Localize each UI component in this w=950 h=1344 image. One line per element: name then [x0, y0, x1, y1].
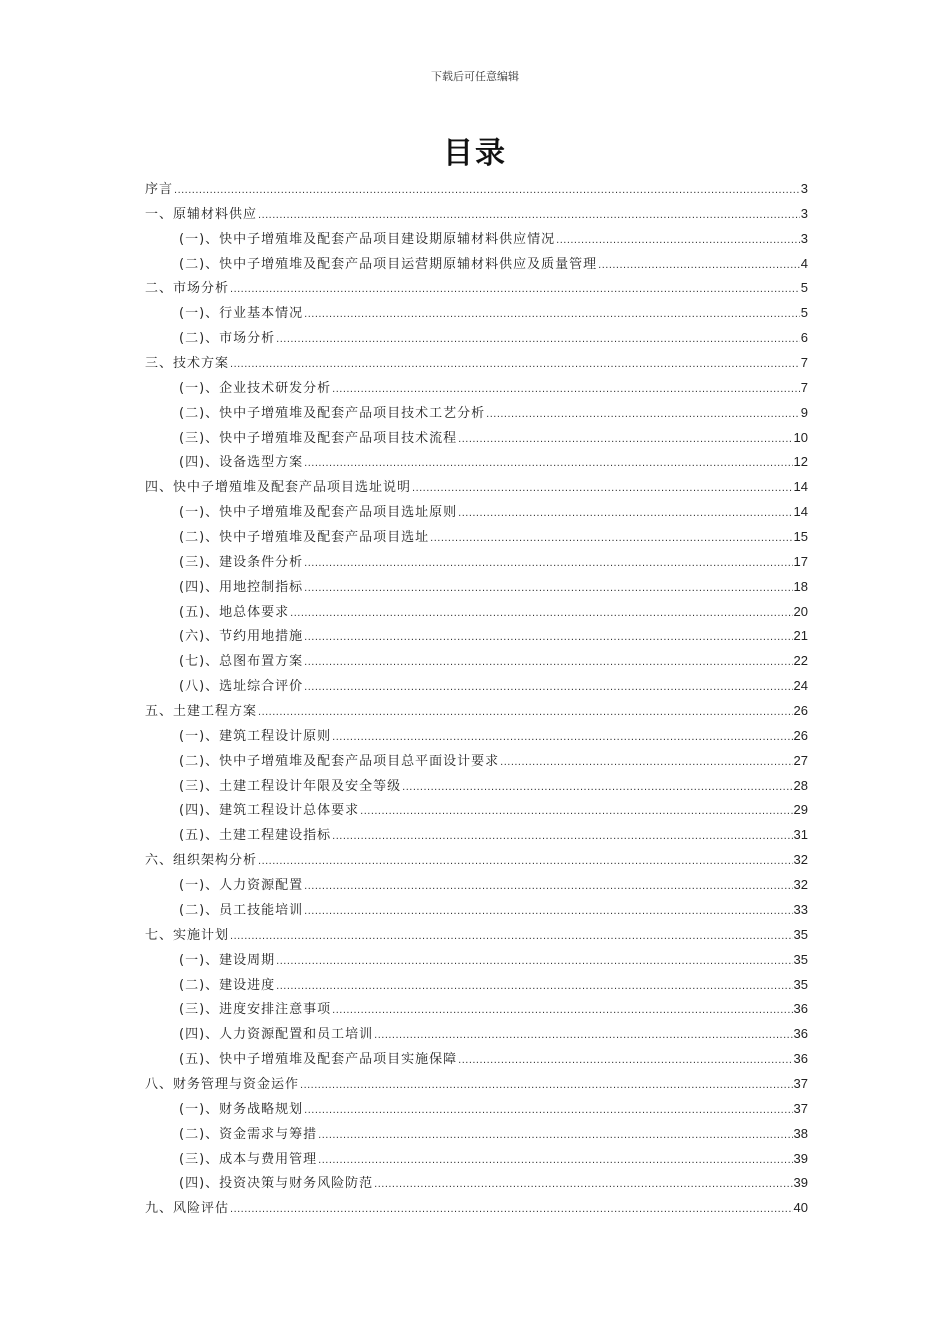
toc-entry[interactable]	[145, 649, 808, 674]
toc-dot-leader	[304, 899, 792, 924]
toc-entry[interactable]	[145, 1072, 808, 1097]
toc-dot-leader	[304, 1098, 792, 1123]
toc-entry-title: (八)、选址综合评价	[179, 679, 304, 695]
page-header: 下载后可任意编辑	[431, 70, 519, 83]
toc-entry[interactable]	[145, 923, 808, 948]
toc-entry[interactable]	[145, 798, 808, 823]
toc-entry[interactable]	[145, 1022, 808, 1047]
toc-entry-page-number: 3	[800, 205, 808, 221]
toc-dot-leader	[430, 526, 792, 551]
toc-entry-page-number: 36	[793, 1001, 808, 1017]
toc-entry[interactable]	[145, 575, 808, 600]
toc-entry[interactable]	[145, 301, 808, 326]
toc-dot-leader	[374, 1023, 792, 1048]
toc-entry[interactable]	[145, 699, 808, 724]
toc-entry[interactable]	[145, 1196, 808, 1221]
toc-entry-page-number: 32	[793, 877, 808, 893]
toc-entry[interactable]	[145, 997, 808, 1022]
toc-entry-title: 五、土建工程方案	[145, 704, 258, 720]
toc-dot-leader	[230, 352, 800, 377]
toc-entry-page-number: 39	[793, 1175, 808, 1191]
toc-entry-title: (四)、设备选型方案	[179, 455, 304, 471]
toc-entry-title: (一)、快中子增殖堆及配套产品项目建设期原辅材料供应情况	[179, 231, 556, 247]
toc-entry[interactable]	[145, 550, 808, 575]
toc-entry[interactable]	[145, 724, 808, 749]
toc-entry-page-number: 32	[793, 852, 808, 868]
toc-entry-title: 九、风险评估	[145, 1201, 230, 1217]
toc-dot-leader	[458, 427, 792, 452]
toc-dot-leader	[230, 924, 793, 949]
toc-entry-title: (一)、人力资源配置	[179, 878, 304, 894]
toc-dot-leader	[304, 551, 792, 576]
toc-entry[interactable]	[145, 177, 808, 202]
toc-entry-page-number: 7	[800, 379, 808, 395]
toc-dot-leader	[230, 277, 800, 302]
toc-entry-page-number: 5	[800, 280, 808, 296]
toc-entry-title: (四)、人力资源配置和员工培训	[179, 1027, 374, 1043]
toc-entry[interactable]	[145, 475, 808, 500]
toc-entry-page-number: 37	[793, 1100, 808, 1116]
toc-entry-page-number: 17	[793, 553, 808, 569]
toc-entry-page-number: 33	[793, 901, 808, 917]
toc-entry[interactable]	[145, 873, 808, 898]
toc-entry-page-number: 3	[800, 230, 808, 246]
toc-dot-leader	[258, 849, 793, 874]
toc-entry-page-number: 22	[793, 653, 808, 669]
toc-dot-leader	[500, 750, 792, 775]
toc-dot-leader	[304, 874, 792, 899]
toc-entry-page-number: 10	[793, 429, 808, 445]
toc-entry[interactable]	[145, 749, 808, 774]
toc-dot-leader	[258, 203, 800, 228]
toc-entry-page-number: 28	[793, 777, 808, 793]
toc-entry-title: 六、组织架构分析	[145, 853, 258, 869]
toc-entry-title: (四)、用地控制指标	[179, 579, 304, 595]
toc-entry[interactable]	[145, 1097, 808, 1122]
toc-dot-leader	[304, 625, 792, 650]
toc-entry-title: 八、财务管理与资金运作	[145, 1076, 300, 1092]
toc-dot-leader	[332, 998, 792, 1023]
toc-entry-title: (一)、建筑工程设计原则	[179, 728, 332, 744]
toc-entry-title: (四)、建筑工程设计总体要求	[179, 803, 360, 819]
toc-entry-page-number: 7	[800, 355, 808, 371]
toc-dot-leader	[258, 700, 793, 725]
toc-entry[interactable]	[145, 624, 808, 649]
toc-entry-page-number: 35	[793, 951, 808, 967]
toc-entry-page-number: 39	[793, 1150, 808, 1166]
toc-dot-leader	[300, 1073, 793, 1098]
toc-entry-page-number: 37	[793, 1075, 808, 1091]
toc-entry-page-number: 5	[800, 305, 808, 321]
toc-dot-leader	[304, 675, 792, 700]
toc-dot-leader	[374, 1172, 792, 1197]
toc-dot-leader	[332, 377, 800, 402]
toc-dot-leader	[318, 1148, 792, 1173]
toc-entry-page-number: 36	[793, 1026, 808, 1042]
toc-dot-leader	[332, 824, 792, 849]
toc-entry-page-number: 38	[793, 1125, 808, 1141]
toc-entry-title: 序言	[145, 182, 174, 197]
toc-dot-leader	[304, 650, 792, 675]
toc-entry-title: (二)、快中子增殖堆及配套产品项目选址	[179, 530, 430, 546]
toc-entry-title: (三)、土建工程设计年限及安全等级	[179, 778, 402, 794]
toc-entry-title: (二)、建设进度	[179, 977, 276, 993]
toc-entry-page-number: 14	[793, 479, 808, 495]
toc-entry-title: 四、快中子增殖堆及配套产品项目选址说明	[145, 480, 412, 496]
toc-dot-leader	[486, 402, 800, 427]
toc-entry-page-number: 27	[793, 752, 808, 768]
toc-entry-title: (一)、建设周期	[179, 952, 276, 968]
toc-entry-page-number: 3	[800, 181, 808, 196]
toc-entry-page-number: 14	[793, 504, 808, 520]
toc-entry[interactable]	[145, 426, 808, 451]
toc-dot-leader	[230, 1197, 793, 1222]
toc-entry-title: (三)、成本与费用管理	[179, 1151, 318, 1167]
toc-entry[interactable]	[145, 252, 808, 277]
table-of-contents	[145, 177, 808, 1221]
toc-dot-leader	[458, 501, 792, 526]
toc-entry-page-number: 26	[793, 703, 808, 719]
toc-entry[interactable]	[145, 898, 808, 923]
toc-entry-title: (五)、土建工程建设指标	[179, 828, 332, 844]
toc-entry-title: (一)、企业技术研发分析	[179, 380, 332, 396]
toc-entry-page-number: 20	[793, 603, 808, 619]
toc-dot-leader	[318, 1123, 792, 1148]
toc-entry[interactable]	[145, 450, 808, 475]
toc-entry-page-number: 6	[800, 330, 808, 346]
toc-entry[interactable]	[145, 948, 808, 973]
toc-entry-page-number: 31	[793, 827, 808, 843]
toc-dot-leader	[458, 1048, 792, 1073]
toc-dot-leader	[556, 228, 800, 253]
toc-entry-title: (五)、快中子增殖堆及配套产品项目实施保障	[179, 1052, 458, 1068]
toc-entry-page-number: 9	[800, 404, 808, 420]
toc-entry-title: (二)、快中子增殖堆及配套产品项目总平面设计要求	[179, 753, 500, 769]
toc-entry[interactable]	[145, 1171, 808, 1196]
toc-entry-page-number: 12	[793, 454, 808, 470]
toc-dot-leader	[174, 178, 800, 203]
toc-entry[interactable]	[145, 227, 808, 252]
toc-entry-title: (四)、投资决策与财务风险防范	[179, 1176, 374, 1192]
toc-entry[interactable]	[145, 848, 808, 873]
toc-entry-title: (一)、行业基本情况	[179, 306, 304, 322]
page-title: 目录	[443, 136, 507, 171]
toc-entry-title: (五)、地总体要求	[179, 604, 290, 620]
toc-entry-title: (一)、快中子增殖堆及配套产品项目选址原则	[179, 505, 458, 521]
toc-entry-title: 一、原辅材料供应	[145, 206, 258, 222]
toc-entry-title: (一)、财务战略规划	[179, 1101, 304, 1117]
toc-entry-title: (二)、快中子增殖堆及配套产品项目运营期原辅材料供应及质量管理	[179, 256, 598, 272]
toc-entry-page-number: 21	[793, 628, 808, 644]
toc-entry[interactable]	[145, 1047, 808, 1072]
toc-dot-leader	[360, 799, 792, 824]
toc-entry-title: (三)、建设条件分析	[179, 554, 304, 570]
toc-entry-title: (六)、节约用地措施	[179, 629, 304, 645]
toc-entry-title: 三、技术方案	[145, 356, 230, 372]
toc-dot-leader	[402, 775, 792, 800]
toc-dot-leader	[276, 949, 792, 974]
toc-entry[interactable]	[145, 500, 808, 525]
toc-entry[interactable]	[145, 774, 808, 799]
toc-entry-page-number: 40	[793, 1200, 808, 1216]
toc-entry-title: (二)、快中子增殖堆及配套产品项目技术工艺分析	[179, 405, 486, 421]
toc-entry-title: (二)、市场分析	[179, 331, 276, 347]
toc-entry[interactable]	[145, 823, 808, 848]
toc-dot-leader	[276, 327, 800, 352]
toc-entry-title: (三)、快中子增殖堆及配套产品项目技术流程	[179, 430, 458, 446]
toc-entry-title: (三)、进度安排注意事项	[179, 1002, 332, 1018]
toc-entry-title: (七)、总图布置方案	[179, 654, 304, 670]
toc-entry[interactable]	[145, 376, 808, 401]
toc-entry-page-number: 15	[793, 529, 808, 545]
toc-entry[interactable]	[145, 326, 808, 351]
toc-entry-page-number: 26	[793, 727, 808, 743]
toc-entry-page-number: 29	[793, 802, 808, 818]
toc-entry-page-number: 4	[800, 255, 808, 271]
toc-entry-page-number: 36	[793, 1051, 808, 1067]
toc-entry[interactable]	[145, 351, 808, 376]
toc-dot-leader	[412, 476, 793, 501]
toc-entry[interactable]	[145, 600, 808, 625]
toc-entry[interactable]	[145, 202, 808, 227]
toc-dot-leader	[598, 253, 800, 278]
toc-entry[interactable]	[145, 276, 808, 301]
toc-dot-leader	[304, 302, 800, 327]
toc-entry[interactable]	[145, 674, 808, 699]
toc-entry[interactable]	[145, 401, 808, 426]
toc-dot-leader	[304, 451, 792, 476]
toc-entry-title: 七、实施计划	[145, 927, 230, 943]
toc-entry-page-number: 35	[793, 926, 808, 942]
toc-dot-leader	[304, 576, 792, 601]
toc-entry[interactable]	[145, 1122, 808, 1147]
toc-entry-title: (二)、员工技能培训	[179, 902, 304, 918]
toc-entry-page-number: 24	[793, 678, 808, 694]
toc-entry[interactable]	[145, 1147, 808, 1172]
toc-entry[interactable]	[145, 525, 808, 550]
toc-entry-title: 二、市场分析	[145, 281, 230, 297]
toc-dot-leader	[276, 974, 792, 999]
toc-entry[interactable]	[145, 973, 808, 998]
toc-dot-leader	[332, 725, 792, 750]
toc-entry-page-number: 18	[793, 578, 808, 594]
toc-dot-leader	[290, 601, 792, 626]
toc-entry-title: (二)、资金需求与筹措	[179, 1126, 318, 1142]
toc-entry-page-number: 35	[793, 976, 808, 992]
